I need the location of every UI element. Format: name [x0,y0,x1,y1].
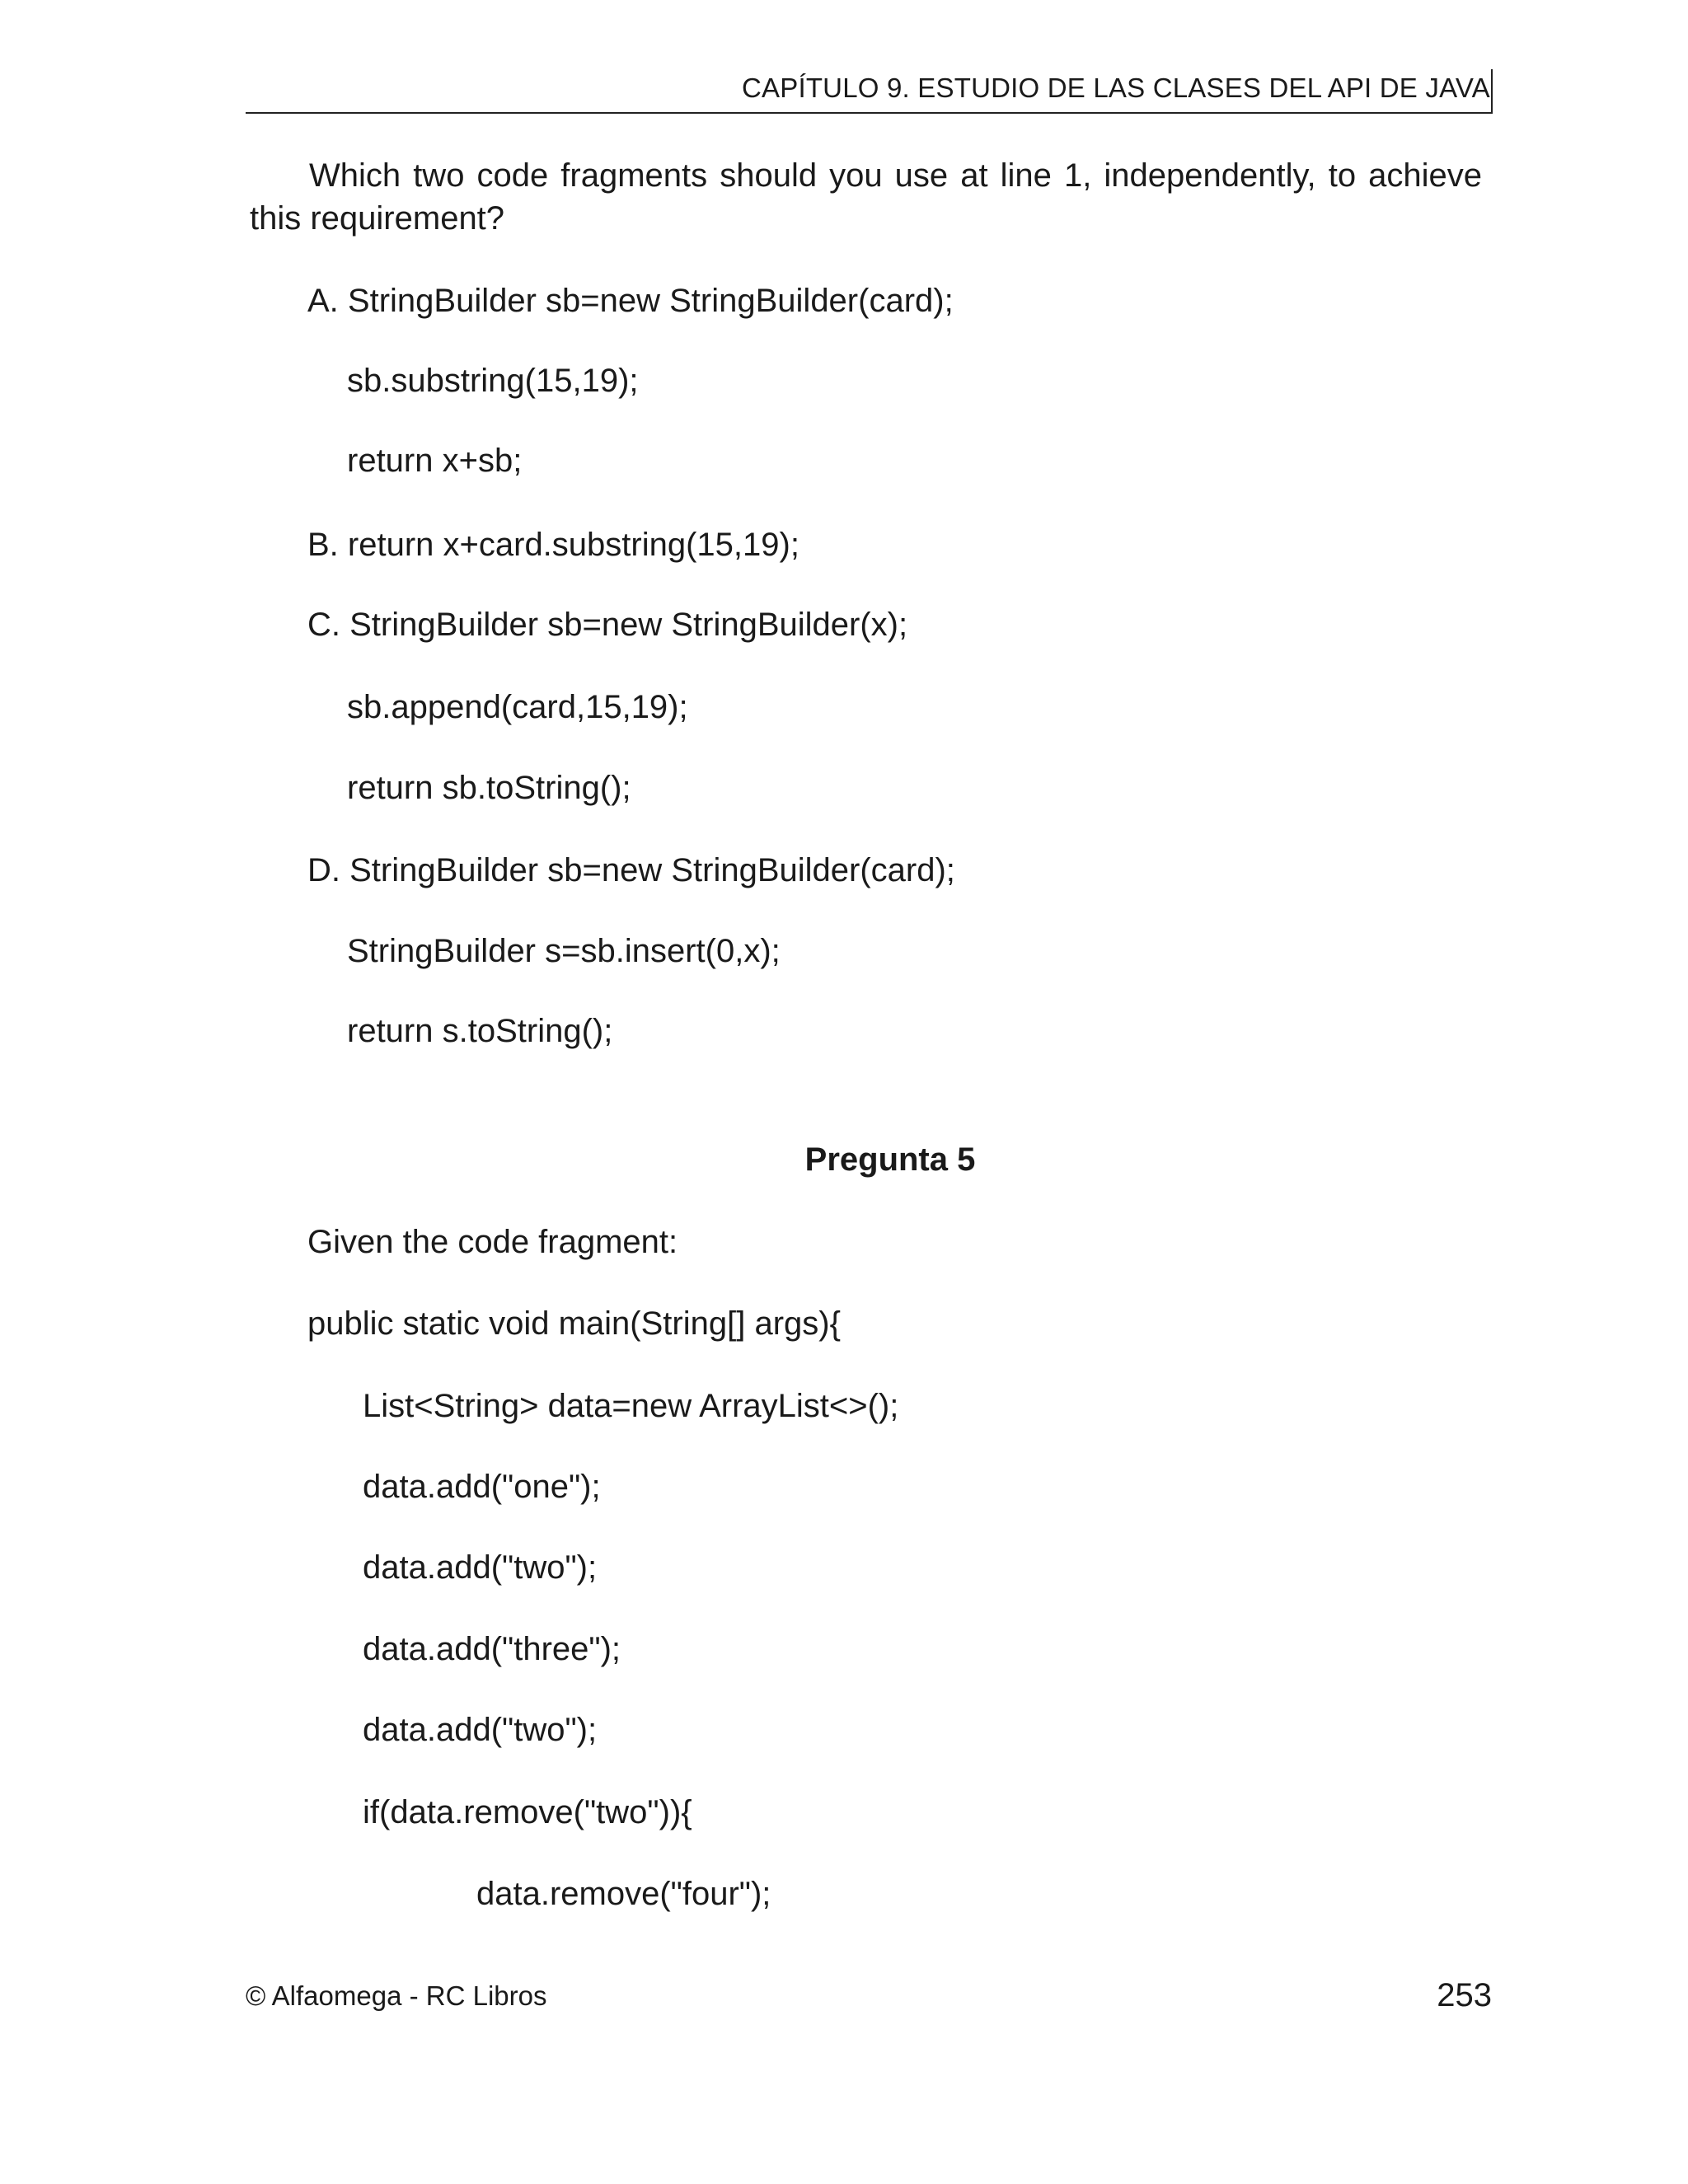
header-tick [1491,69,1493,114]
running-header: CAPÍTULO 9. ESTUDIO DE LAS CLASES DEL API DE JAVA [742,73,1490,103]
option-a-line-1: A. StringBuilder sb=new StringBuilder(card); [307,283,954,319]
code-line-8: data.remove("four"); [476,1876,771,1912]
code-line-1: public static void main(String[] args){ [307,1305,841,1342]
question-prompt: Which two code fragments should you use at line 1, independently, to achieve this requirement? [250,157,1482,237]
code-line-3: data.add("one"); [363,1469,601,1505]
code-line-4: data.add("two"); [363,1549,598,1586]
section-heading: Pregunta 5 [804,1141,976,1178]
option-d-line-2: StringBuilder s=sb.insert(0,x); [347,933,781,969]
option-b-line-1: B. return x+card.substring(15,19); [307,527,799,563]
code-line-2: List<String> data=new ArrayList<>(); [363,1388,899,1424]
option-c-line-3: return sb.toString(); [347,770,631,806]
option-c-line-2: sb.append(card,15,19); [347,689,688,725]
option-d-line-1: D. StringBuilder sb=new StringBuilder(card); [307,852,955,888]
option-a-line-2: sb.substring(15,19); [347,363,639,399]
page-number: 253 [1437,1977,1492,2013]
code-line-7: if(data.remove("two")){ [363,1794,692,1830]
footer-publisher: © Alfaomega - RC Libros [246,1980,547,2011]
code-line-5: data.add("three"); [363,1631,621,1667]
option-c-line-1: C. StringBuilder sb=new StringBuilder(x); [307,607,908,643]
option-d-line-3: return s.toString(); [347,1013,613,1049]
option-a-line-3: return x+sb; [347,443,523,479]
code-intro: Given the code fragment: [307,1224,678,1260]
header-rule [246,112,1493,114]
code-line-6: data.add("two"); [363,1712,598,1748]
